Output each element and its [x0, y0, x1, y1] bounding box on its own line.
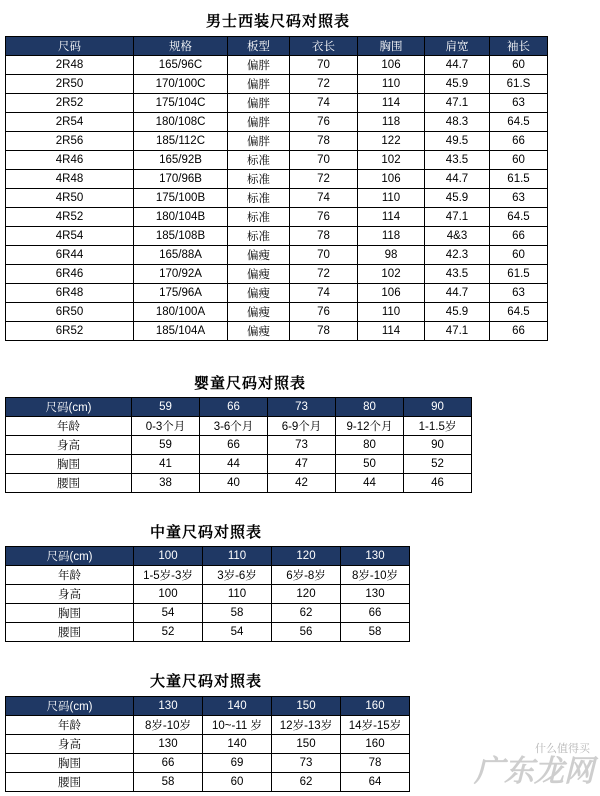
table-cell: 2R56 [6, 132, 134, 151]
column-header: 尺码(cm) [6, 697, 134, 716]
table-cell: 42.3 [425, 246, 490, 265]
table-cell: 44 [200, 455, 268, 474]
table-cell: 4R46 [6, 151, 134, 170]
table-cell: 偏瘦 [228, 303, 290, 322]
table-cell: 61.5 [490, 265, 548, 284]
table-cell: 52 [404, 455, 472, 474]
column-header: 袖长 [490, 37, 548, 56]
table-cell: 年龄 [6, 417, 132, 436]
table-cell: 185/112C [134, 132, 228, 151]
table-cell: 2R50 [6, 75, 134, 94]
table-cell: 47.1 [425, 322, 490, 341]
table-cell: 腰围 [6, 474, 132, 493]
infant-size-table [5, 397, 472, 493]
table-cell: 114 [358, 208, 425, 227]
table-cell: 76 [290, 208, 358, 227]
middle-size-table [5, 546, 410, 642]
table-row [6, 604, 410, 623]
table-row [6, 208, 548, 227]
table-cell: 130 [134, 735, 203, 754]
table-cell: 4R54 [6, 227, 134, 246]
table-cell: 年龄 [6, 566, 134, 585]
table-cell: 胸围 [6, 604, 134, 623]
table-row [6, 474, 472, 493]
table-row [6, 322, 548, 341]
table-cell: 73 [268, 436, 336, 455]
table-cell: 110 [358, 189, 425, 208]
table-cell: 54 [134, 604, 203, 623]
table-row [6, 56, 548, 75]
men-size-table [5, 36, 548, 341]
table-cell: 60 [490, 246, 548, 265]
column-header: 160 [341, 697, 410, 716]
table-cell: 6R48 [6, 284, 134, 303]
table-cell: 腰围 [6, 623, 134, 642]
table-cell: 74 [290, 284, 358, 303]
table-cell: 70 [290, 56, 358, 75]
table-cell: 66 [134, 754, 203, 773]
table-cell: 130 [341, 585, 410, 604]
table-cell: 47.1 [425, 208, 490, 227]
table-cell: 62 [272, 773, 341, 792]
table-cell: 64.5 [490, 303, 548, 322]
table-cell: 60 [203, 773, 272, 792]
table-cell: 63 [490, 189, 548, 208]
table-cell: 44.7 [425, 56, 490, 75]
table-cell: 8岁-10岁 [134, 716, 203, 735]
table-cell: 46 [404, 474, 472, 493]
column-header: 80 [336, 398, 404, 417]
table-cell: 58 [203, 604, 272, 623]
table-cell: 标准 [228, 208, 290, 227]
table-cell: 165/92B [134, 151, 228, 170]
table-row [6, 754, 410, 773]
column-header: 肩宽 [425, 37, 490, 56]
table-row [6, 265, 548, 284]
table-row [6, 773, 410, 792]
table-cell: 102 [358, 265, 425, 284]
table-cell: 62 [272, 604, 341, 623]
table-cell: 170/96B [134, 170, 228, 189]
table-cell: 74 [290, 94, 358, 113]
table-cell: 12岁-13岁 [272, 716, 341, 735]
table-cell: 45.9 [425, 303, 490, 322]
table-cell: 64.5 [490, 113, 548, 132]
table-row [6, 716, 410, 735]
column-header: 胸围 [358, 37, 425, 56]
table-cell: 2R48 [6, 56, 134, 75]
watermark-small-text: 什么值得买 [535, 742, 590, 755]
table-header-row [6, 547, 410, 566]
table-row [6, 455, 472, 474]
table-cell: 66 [200, 436, 268, 455]
table-cell: 10~-11 岁 [203, 716, 272, 735]
column-header: 110 [203, 547, 272, 566]
table-cell: 6R52 [6, 322, 134, 341]
table-cell: 66 [490, 227, 548, 246]
table-cell: 59 [132, 436, 200, 455]
table-cell: 78 [290, 132, 358, 151]
watermark-logo-text: 广东龙网 [474, 754, 594, 789]
table-cell: 标准 [228, 189, 290, 208]
table-cell: 98 [358, 246, 425, 265]
column-header: 120 [272, 547, 341, 566]
table-cell: 1-5岁-3岁 [134, 566, 203, 585]
table-row [6, 303, 548, 322]
table-cell: 4R48 [6, 170, 134, 189]
big-size-title: 大童尺码对照表 [149, 672, 262, 690]
table-cell: 78 [341, 754, 410, 773]
table-cell: 6R46 [6, 265, 134, 284]
table-row [6, 735, 410, 754]
table-row [6, 246, 548, 265]
column-header: 130 [341, 547, 410, 566]
table-row [6, 623, 410, 642]
table-cell: 标准 [228, 170, 290, 189]
table-cell: 58 [134, 773, 203, 792]
table-cell: 54 [203, 623, 272, 642]
table-cell: 45.9 [425, 189, 490, 208]
table-cell: 偏胖 [228, 113, 290, 132]
table-row [6, 284, 548, 303]
table-cell: 14岁-15岁 [341, 716, 410, 735]
table-cell: 6岁-8岁 [272, 566, 341, 585]
men-suit-title: 男士西装尺码对照表 [205, 12, 350, 30]
table-cell: 47 [268, 455, 336, 474]
table-cell: 76 [290, 113, 358, 132]
table-cell: 110 [358, 303, 425, 322]
table-cell: 106 [358, 56, 425, 75]
table-cell: 160 [341, 735, 410, 754]
column-header: 衣长 [290, 37, 358, 56]
table-cell: 标准 [228, 227, 290, 246]
table-cell: 2R52 [6, 94, 134, 113]
infant-size-title: 婴童尺码对照表 [193, 374, 306, 392]
column-header: 140 [203, 697, 272, 716]
table-cell: 185/108B [134, 227, 228, 246]
table-cell: 身高 [6, 585, 134, 604]
column-header: 100 [134, 547, 203, 566]
table-cell: 150 [272, 735, 341, 754]
table-cell: 41 [132, 455, 200, 474]
table-cell: 3-6个月 [200, 417, 268, 436]
table-cell: 122 [358, 132, 425, 151]
column-header: 板型 [228, 37, 290, 56]
table-cell: 6R50 [6, 303, 134, 322]
table-cell: 102 [358, 151, 425, 170]
column-header: 150 [272, 697, 341, 716]
table-cell: 48.3 [425, 113, 490, 132]
table-cell: 44.7 [425, 170, 490, 189]
table-cell: 72 [290, 75, 358, 94]
table-row [6, 189, 548, 208]
table-cell: 70 [290, 151, 358, 170]
table-row [6, 227, 548, 246]
table-cell: 69 [203, 754, 272, 773]
table-cell: 185/104A [134, 322, 228, 341]
table-cell: 4R52 [6, 208, 134, 227]
table-cell: 偏瘦 [228, 265, 290, 284]
table-row [6, 566, 410, 585]
table-cell: 40 [200, 474, 268, 493]
table-cell: 偏胖 [228, 132, 290, 151]
table-cell: 身高 [6, 735, 134, 754]
table-cell: 年龄 [6, 716, 134, 735]
table-row [6, 151, 548, 170]
table-row [6, 170, 548, 189]
table-cell: 偏瘦 [228, 322, 290, 341]
table-cell: 120 [272, 585, 341, 604]
table-cell: 80 [336, 436, 404, 455]
table-cell: 140 [203, 735, 272, 754]
table-cell: 58 [341, 623, 410, 642]
table-row [6, 94, 548, 113]
table-row [6, 75, 548, 94]
table-cell: 标准 [228, 151, 290, 170]
table-row [6, 436, 472, 455]
table-cell: 106 [358, 170, 425, 189]
table-cell: 180/100A [134, 303, 228, 322]
table-cell: 52 [134, 623, 203, 642]
column-header: 规格 [134, 37, 228, 56]
table-cell: 1-1.5岁 [404, 417, 472, 436]
table-cell: 61.S [490, 75, 548, 94]
table-cell: 4R50 [6, 189, 134, 208]
table-cell: 118 [358, 227, 425, 246]
table-cell: 106 [358, 284, 425, 303]
table-cell: 72 [290, 170, 358, 189]
table-cell: 90 [404, 436, 472, 455]
table-cell: 38 [132, 474, 200, 493]
table-cell: 170/92A [134, 265, 228, 284]
table-cell: 43.5 [425, 265, 490, 284]
table-cell: 4&3 [425, 227, 490, 246]
table-cell: 42 [268, 474, 336, 493]
table-cell: 胸围 [6, 754, 134, 773]
table-cell: 73 [272, 754, 341, 773]
table-cell: 63 [490, 94, 548, 113]
table-cell: 64.5 [490, 208, 548, 227]
column-header: 尺码(cm) [6, 547, 134, 566]
table-cell: 64 [341, 773, 410, 792]
table-cell: 114 [358, 94, 425, 113]
table-cell: 72 [290, 265, 358, 284]
table-cell: 44.7 [425, 284, 490, 303]
table-cell: 165/96C [134, 56, 228, 75]
table-cell: 胸围 [6, 455, 132, 474]
big-size-table [5, 696, 410, 792]
middle-size-title: 中童尺码对照表 [149, 523, 262, 541]
table-cell: 114 [358, 322, 425, 341]
table-cell: 50 [336, 455, 404, 474]
table-cell: 0-3个月 [132, 417, 200, 436]
table-cell: 170/100C [134, 75, 228, 94]
table-header-row [6, 398, 472, 417]
table-cell: 78 [290, 227, 358, 246]
column-header: 90 [404, 398, 472, 417]
table-cell: 偏胖 [228, 56, 290, 75]
table-cell: 43.5 [425, 151, 490, 170]
table-cell: 118 [358, 113, 425, 132]
column-header: 73 [268, 398, 336, 417]
table-cell: 56 [272, 623, 341, 642]
site-watermark [474, 742, 594, 790]
table-cell: 180/104B [134, 208, 228, 227]
table-cell: 74 [290, 189, 358, 208]
table-cell: 47.1 [425, 94, 490, 113]
column-header: 尺码 [6, 37, 134, 56]
column-header: 130 [134, 697, 203, 716]
table-header-row [6, 697, 410, 716]
column-header: 尺码(cm) [6, 398, 132, 417]
table-cell: 66 [341, 604, 410, 623]
table-cell: 110 [203, 585, 272, 604]
table-cell: 180/108C [134, 113, 228, 132]
table-cell: 6-9个月 [268, 417, 336, 436]
table-cell: 76 [290, 303, 358, 322]
table-cell: 3岁-6岁 [203, 566, 272, 585]
table-cell: 49.5 [425, 132, 490, 151]
column-header: 66 [200, 398, 268, 417]
table-header-row [6, 37, 548, 56]
table-cell: 70 [290, 246, 358, 265]
table-cell: 175/100B [134, 189, 228, 208]
table-cell: 偏瘦 [228, 246, 290, 265]
table-row [6, 417, 472, 436]
table-cell: 9-12个月 [336, 417, 404, 436]
table-cell: 60 [490, 56, 548, 75]
table-cell: 78 [290, 322, 358, 341]
table-cell: 175/104C [134, 94, 228, 113]
table-cell: 60 [490, 151, 548, 170]
table-cell: 腰围 [6, 773, 134, 792]
table-cell: 165/88A [134, 246, 228, 265]
table-cell: 8岁-10岁 [341, 566, 410, 585]
table-cell: 44 [336, 474, 404, 493]
table-cell: 63 [490, 284, 548, 303]
table-cell: 100 [134, 585, 203, 604]
table-cell: 身高 [6, 436, 132, 455]
table-row [6, 113, 548, 132]
table-row [6, 132, 548, 151]
table-cell: 175/96A [134, 284, 228, 303]
table-cell: 偏胖 [228, 75, 290, 94]
column-header: 59 [132, 398, 200, 417]
table-cell: 66 [490, 322, 548, 341]
table-cell: 2R54 [6, 113, 134, 132]
table-cell: 110 [358, 75, 425, 94]
table-cell: 6R44 [6, 246, 134, 265]
table-cell: 偏瘦 [228, 284, 290, 303]
table-cell: 45.9 [425, 75, 490, 94]
table-cell: 61.5 [490, 170, 548, 189]
table-row [6, 585, 410, 604]
table-cell: 偏胖 [228, 94, 290, 113]
table-cell: 66 [490, 132, 548, 151]
